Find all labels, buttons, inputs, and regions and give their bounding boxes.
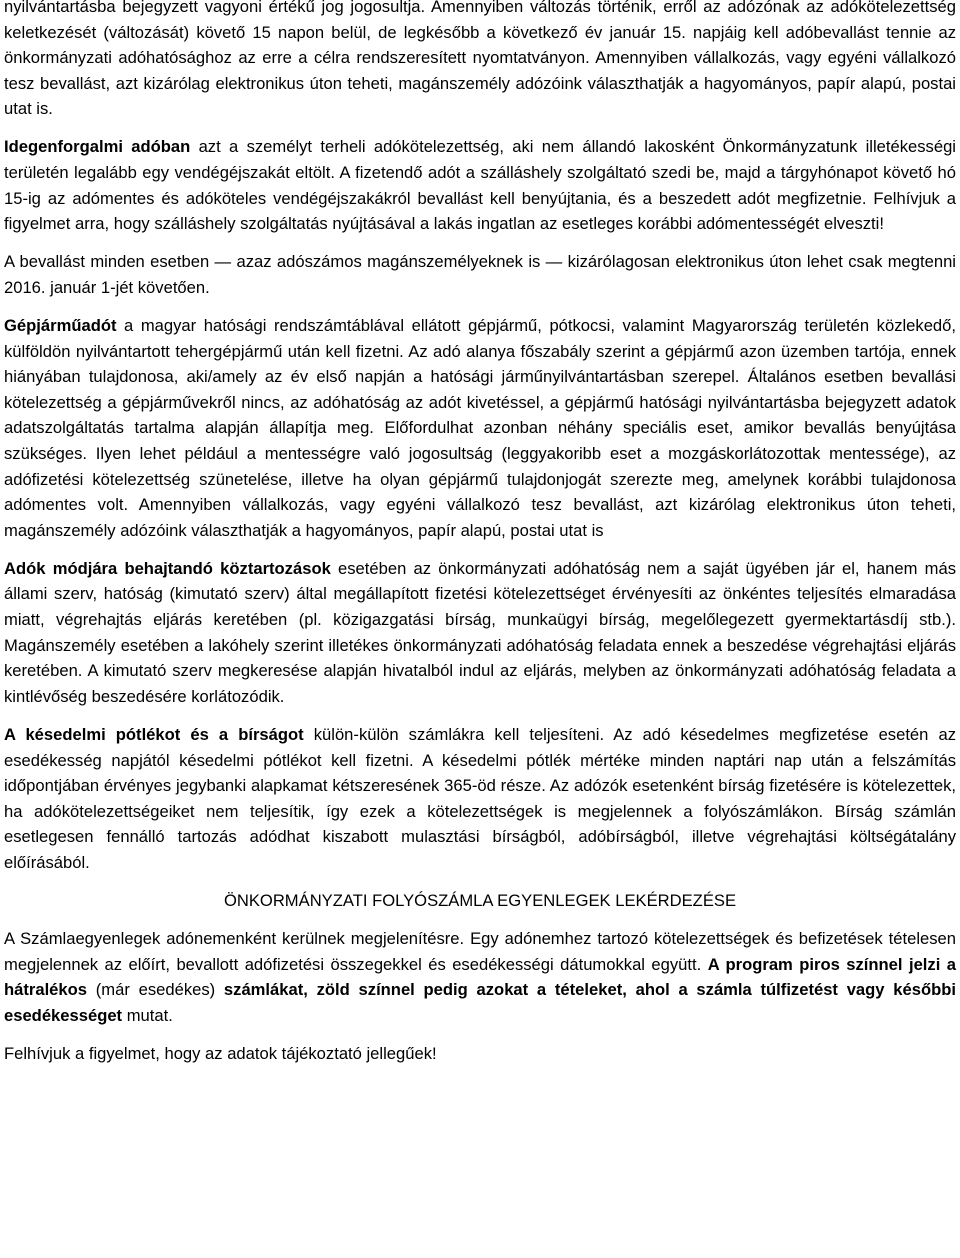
text-run: a magyar hatósági rendszámtáblával ellátott gépjármű, pótkocsi, valamint Magyarország területén közlekedő, külföldön nyilvántartott tehergépjármű után kell fizetni. Az adó alanya főszabály szerint a gépjármű azon üzemben tartója, ennek hiányában tulajdonosa, aki/amely az év első napján a hatósági járműnyilvántartásban szerepel. Általános esetben bevallási kötelezettség a gépjárművekről nincs, az adóhatóság az adót kivetéssel, a gépjármű hatósági nyilvántartásba bejegyzett adatok adatszolgáltatás tartalma alapján állapítja meg. Előfordulhat azonban néhány speciális eset, amikor bevallás benyújtása szükséges. Ilyen lehet például a mentességre való jogosultság (leggyakoribb eset a mozgáskorlátozottak mentessége), az adófizetési kötelezettség szünetelése, illetve ha olyan gépjármű tulajdonjogát szerezte meg, amelynek korábbi tulajdonosa adómentes volt. Amennyiben vállalkozás, vagy egyéni vállalkozó tesz bevallást, azt kizárólag elektronikus úton teheti, magánszemély adózóink választhatják a hagyományos, papír alapú, postai utat is [4, 316, 956, 540]
bold-text: számlákat, zöld színnel pedig azokat a tételeket, ahol a számla túlfizetést vagy későbbi esedékességet [4, 980, 956, 1025]
paragraph-tourism-tax [4, 134, 956, 236]
paragraph-electronic-filing [4, 249, 956, 300]
paragraph-account-balances [4, 926, 956, 1028]
text-run: külön-külön számlákra kell teljesíteni. Az adó késedelmes megfizetése esetén az esedékesség napjától késedelmi pótlékot kell fizetni. A késedelmi pótlék mértéke minden naptári nap után a felszámítás időpontjában érvényes jegybanki alapkamat kétszeresének 365-öd része. Az adózók esetenként bírság fizetésére is kötelezettek, ha adókötelezettségeiket nem teljesítik, így ezek a kötelezettségek is megjelennek a folyószámlákon. Bírság számlán esetlegesen fennálló tartozás adódhat kiszabott mulasztási bírságból, adóbírságból, illetve végrehajtási költségátalány előírásából. [4, 724, 956, 872]
bold-text: Gépjárműadót [4, 316, 117, 336]
text-run: mutat. [122, 1005, 173, 1025]
paragraph-public-debts [4, 556, 956, 710]
paragraph-late-fees [4, 722, 956, 876]
bold-text: A késedelmi pótlékot és a bírságot [4, 724, 304, 744]
text-run: (már esedékes) [87, 980, 224, 1000]
text-run: esetében az önkormányzati adóhatóság nem a saját ügyében jár el, hanem más állami szerv, hatóság (kimutató szerv) által megállapított fizetési kötelezettséget érvényesíti az önkéntes teljesítés elmaradása miatt, végrehajtás eljárás keretében (pl. közigazgatási bírság, munkaügyi bírság, megelőlegezett gyermektartásdíj stb.). Magánszemély esetében a lakóhely szerint illetékes önkormányzati adóhatóság feladata ennek a beszedése végrehajtási eljárás keretében. A kimutató szerv megkeresése alapján hivatalból indul az eljárás, melyben az önkormányzati adóhatóság feladata a kintlévőség beszedésére korlátozódik. [4, 558, 956, 706]
text-run: Felhívjuk a figyelmet, hogy az adatok tájékoztató jellegűek! [4, 1043, 437, 1063]
bold-text: Adók módjára behajtandó köztartozások [4, 558, 331, 578]
bold-text: A program piros színnel jelzi a hátralékos [4, 954, 956, 1000]
text-run: azt a személyt terheli adókötelezettség, aki nem állandó lakosként Önkormányzatunk illetékességi területén legalább egy vendégéjszakát eltölt. A fizetendő adót a szálláshely szolgáltató szedi be, majd a tárgyhónapot követő hó 15-ig az adómentes és adóköteles vendégéjszakákról bevallást kell benyújtania, és a beszedett adót megfizetnie. Felhívjuk a figyelmet arra, hogy szálláshely szolgáltatás nyújtásával a lakás ingatlan az esetleges korábbi adómentességét elveszti! [4, 137, 956, 234]
paragraph-disclaimer [4, 1041, 956, 1067]
bold-text: Idegenforgalmi adóban [4, 137, 191, 157]
document-page [4, 0, 956, 1079]
section-heading: ÖNKORMÁNYZATI FOLYÓSZÁMLA EGYENLEGEK LEKÉRDEZÉSE [223, 891, 737, 910]
text-run: nyilvántartásba bejegyzett vagyoni értékű jog jogosultja. Amennyiben változás történik, erről az adózónak az adókötelezettség keletkezését (változását) követő 15 napon belül, de legkésőbb a következő év január 15. napjáig kell adóbevallást tennie az önkormányzati adóhatósághoz az erre a célra rendszeresített nyomtatványon. Amennyiben vállalkozás, vagy egyéni vállalkozó tesz bevallást, azt kizárólag elektronikus úton teheti, magánszemély adózóink választhatják a hagyományos, papír alapú, postai utat is. [4, 0, 956, 119]
paragraph-property-rights [4, 0, 956, 122]
text-run: A Számlaegyenlegek adónemenként kerülnek megjelenítésre. Egy adónemhez tartozó kötelezettségek és befizetések tételesen megjelennek az előírt, bevallott adófizetési összegekkel és esedékességi dátumokkal együtt. [4, 929, 956, 974]
text-run: A bevallást minden esetben — azaz adószámos magánszemélyeknek is — kizárólagosan elektronikus úton lehet csak megtenni 2016. január 1-jét követően. [4, 252, 956, 297]
paragraph-vehicle-tax [4, 313, 956, 543]
